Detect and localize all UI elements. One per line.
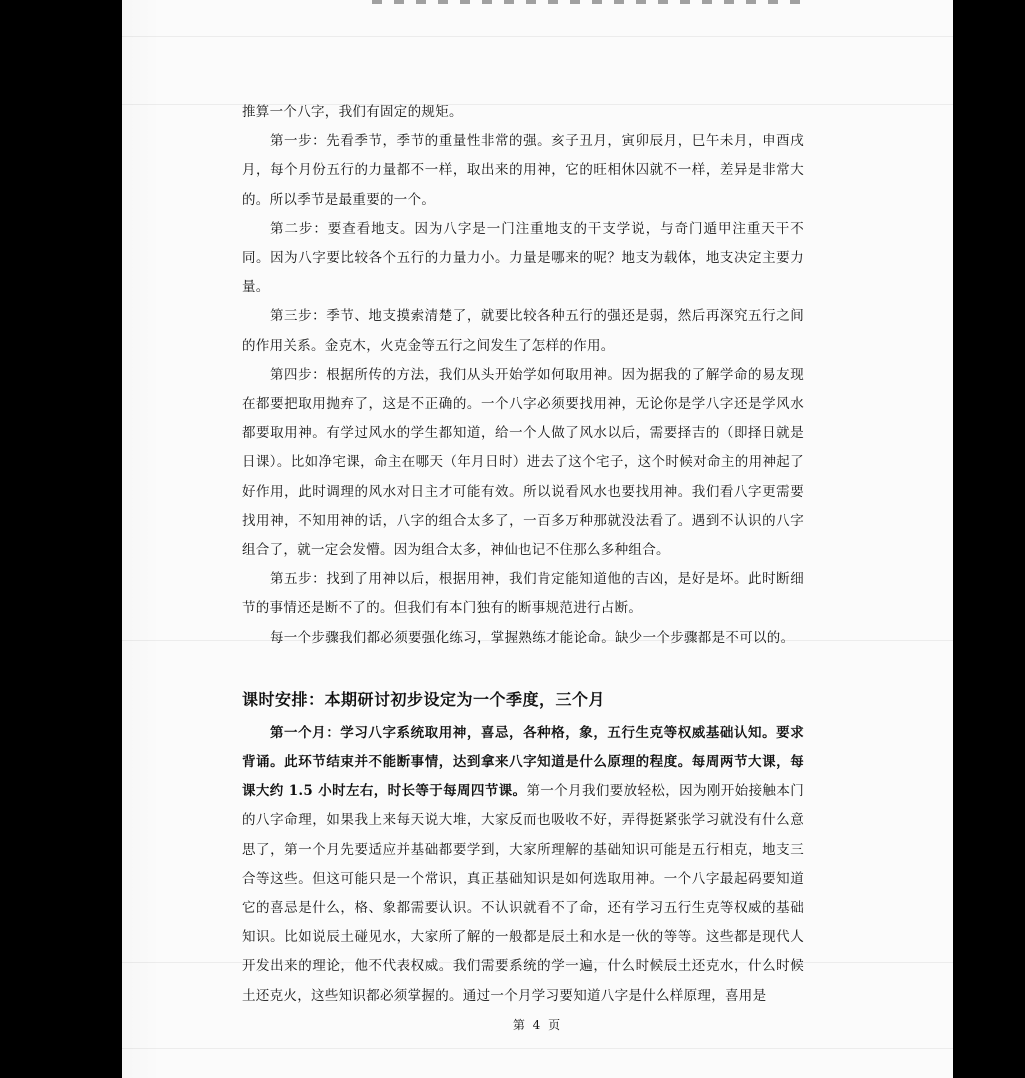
- step-4-paragraph: 第四步：根据所传的方法，我们从头开始学如何取用神。因为据我的了解学命的易友现在都要把取用抛弃了，这是不正确的。一个八字必须要找用神，无论你是学八字还是学风水都要取用神。有学过风水的学生都知道，给一个人做了风水以后，需要择吉的（即择日就是日课）。比如净宅课，命主在哪天（年月日时）进去了这个宅子，这个时候对命主的用神起了好作用，此时调理的风水对日主才可能有效。所以说看风水也要找用神。我们看八字更需要找用神，不知用神的话，八字的组合太多了，一百多万种那就没法看了。遇到不认识的八字组合了，就一定会发懵。因为组合太多，神仙也记不住那么多种组合。: [242, 366, 804, 559]
- page-edge-shadow: [122, 0, 160, 1078]
- intro-paragraph: 推算一个八字，我们有固定的规矩。: [242, 104, 463, 120]
- document-body: [242, 98, 804, 1011]
- month-1-paragraph: [242, 719, 804, 1011]
- month-1-body-text: 第一个月我们要放轻松，因为刚开始接触本门的八字命理，如果我上来每天说大堆，大家反而也吸收不好，弄得挺紧张学习就没有什么意思了，第一个月先要适应并基础都要学到，大家所理解的基础知识可能是五行相克，地支三合等这些。但这可能只是一个常识，真正基础知识是如何选取用神。一个八字最起码要知道它的喜忌是什么，格、象都需要认识。不认识就看不了命，还有学习五行生克等权威的基础知识。比如说辰土碰见水，大家所了解的一般都是辰土和水是一伙的等等。这些都是现代人开发出来的理论，他不代表权威。我们需要系统的学一遍，什么时候辰土还克水，什么时候土还克火，这些知识都必须掌握的。通过一个月学习要知道八字是什么样原理，喜用是: [242, 783, 804, 1004]
- step-1-paragraph: 第一步：先看季节，季节的重量性非常的强。亥子丑月，寅卯辰月，巳午未月，申酉戌月，每个月份五行的力量都不一样，取出来的用神，它的旺相休囚就不一样，差异是非常大的。所以季节是最重要的一个。: [242, 133, 804, 208]
- cropped-header-text: [372, 0, 812, 4]
- step-2-paragraph: 第二步：要查看地支。因为八字是一门注重地支的干支学说，与奇门遁甲注重天干不同。因为八字要比较各个五行的力量力小。力量是哪来的呢？地支为载体，地支决定主要力量。: [242, 220, 804, 296]
- step-5-paragraph: 第五步：找到了用神以后，根据用神，我们肯定能知道他的吉凶，是好是坏。此时断细节的事情还是断不了的。但我们有本门独有的断事规范进行占断。: [242, 571, 804, 617]
- schedule-heading: 课时安排：本期研讨初步设定为一个季度，三个月: [242, 689, 606, 709]
- closing-paragraph: 每一个步骤我们都必须要强化练习，掌握熟练才能论命。缺少一个步骤都是不可以的。: [270, 629, 795, 646]
- document-page: [122, 0, 953, 1078]
- step-3-paragraph: 第三步：季节、地支摸索清楚了，就要比较各种五行的强还是弱，然后再深究五行之间的作用关系。金克木，火克金等五行之间发生了怎样的作用。: [242, 308, 804, 354]
- page-number: 第 4 页: [512, 1018, 563, 1032]
- scan-line: [122, 1048, 953, 1049]
- month-1-bold-text: 第一个月：学习八字系统取用神，喜忌，各种格，象，五行生克等权威基础认知。要求背诵。此环节结束并不能断事情，达到拿来八字知道是什么原理的程度。每周两节大课，每课大约 1.5 小时左右，时长等于每周四节课。: [242, 724, 804, 800]
- scan-line: [122, 36, 953, 37]
